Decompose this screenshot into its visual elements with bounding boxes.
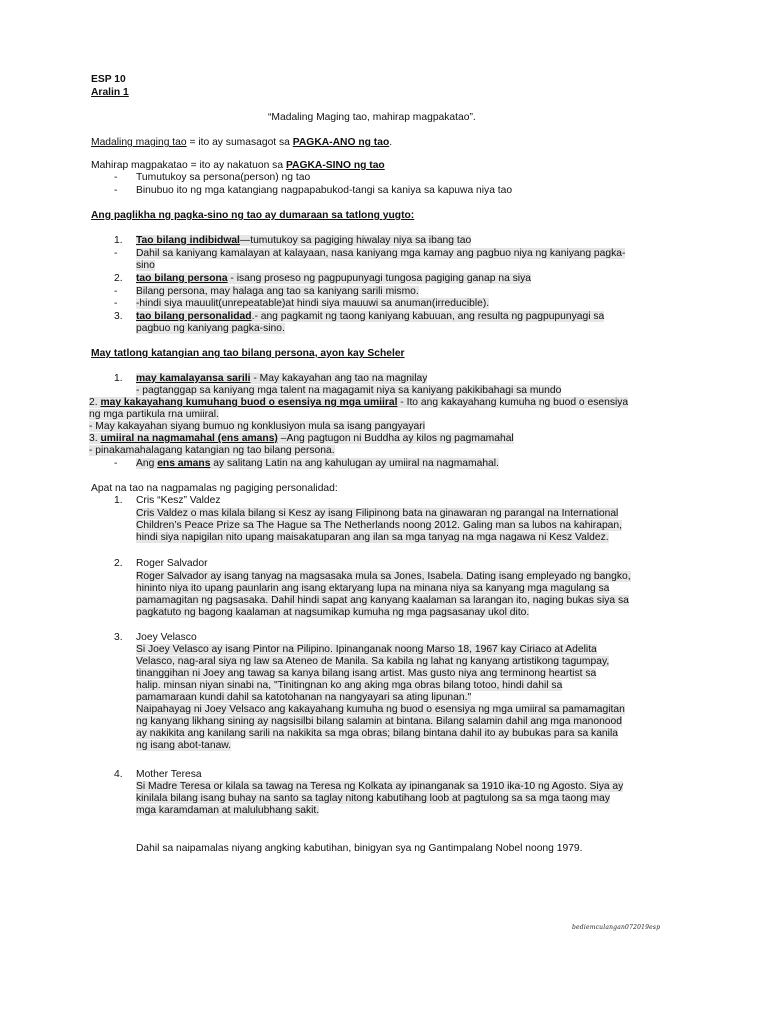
person-2-name: Roger Salvador [136, 558, 208, 569]
list-number: 2. [114, 273, 123, 284]
person-3-text: tinanggihan ni Joey ang tawag sa kanya bilang isang artist. Mas gusto niya ang terminong heartist sa [136, 668, 597, 679]
person-3-text: ay nakikita ang kanilang sarili na nakikita sa mga obras; bilang bintana dahil ito ay bubukas para sa kanila [136, 728, 618, 739]
person-3-text: pamamaraan kundi dahil sa katotohanan na nangyayari sa ating lipunan." [136, 692, 472, 703]
yugto-step-2-title: tao bilang persona [136, 273, 228, 284]
ens-amans-term: ens amans [157, 458, 211, 469]
yugto-step-3-cont: pagbuo ng kaniyang pagka-sino. [136, 323, 285, 334]
lesson-title: Aralin 1 [91, 87, 129, 98]
yugto-step-3-rest: .- ang pagkamit ng taong kaniyang kabuuan, ang resulta ng pagpupunyagi sa [251, 311, 605, 322]
person-1-text: hindi siya napigilan nito upang maisakatuparan ang ilan sa mga tanyag na mga nagawa ni Kesz Valdez. [136, 532, 609, 543]
person-2-text: hininto niya ito upang paunlarin ang isang ektaryang lupa na minana niya sa kanyang mga magulang sa [136, 583, 610, 594]
list-number: 2. [114, 558, 123, 569]
yugto-step-3 [136, 311, 604, 323]
yugto-step-1-title: Tao bilang indibidwal [136, 235, 240, 246]
quote-title: “Madaling Maging tao, mahirap magpakatao”. [268, 112, 476, 123]
scheler-heading: May tatlong katangian ang tao bilang persona, ayon kay Scheler [91, 348, 405, 359]
list-number: 1. [114, 373, 123, 384]
katangian-3-number: 3. [89, 433, 101, 444]
katangian-3 [89, 433, 514, 445]
mahirap-key: PAGKA-SINO ng tao [285, 160, 385, 171]
mahirap-term: Mahirap magpakatao [91, 160, 188, 171]
dash-bullet: - [114, 286, 118, 297]
yugto-step-1-note-cont: sino [136, 260, 155, 271]
yugto-step-2-note: -hindi siya mauulit(unrepeatable)at hindi siya mauuwi sa anuman(irreducible). [136, 298, 490, 309]
ens-amans-definition: Ang ens amans ay salitang Latin na ang kahulugan ay umiiral na nagmamahal. [136, 458, 499, 469]
person-4-name: Mother Teresa [136, 769, 202, 780]
person-1-text: Children’s Peace Prize sa The Hague sa The Netherlands noong 2012. Galing man sa lubos na kahirapan, [136, 520, 622, 531]
person-3-text: ng isang abot-tanaw. [136, 740, 232, 751]
katangian-3-title: umiiral na nagmamahal (ens amans) [100, 433, 278, 444]
madaling-mid: = ito ay sumasagot sa [186, 137, 293, 148]
person-3-text: ng kanyang likhang sining ay nagsisilbi bilang salamin at bintana. Bilang salamin dahil ang mga manonood [136, 716, 622, 727]
person-2-text: Roger Salvador ay isang tanyag na magsasaka mula sa Jones, Isabela. Dating isang empleyado ng bangko, [136, 571, 631, 582]
person-1-name: Cris “Kesz” Valdez [136, 495, 221, 506]
yugto-step-1-note: Dahil sa kaniyang kamalayan at kalayaan, nasa kaniyang mga kamay ang pagbuo niya ng kaniyang pagka- [136, 248, 626, 259]
list-number: 3. [114, 311, 123, 322]
yugto-step-1-rest: —tumutukoy sa pagiging hiwalay niya sa ibang tao [239, 235, 472, 246]
dash-bullet: - [114, 248, 118, 259]
person-4-text: mga karamdaman at malulubhang sakit. [136, 805, 320, 816]
katangian-3-note: - pinakamahalagang katangian ng tao bilang persona. [89, 445, 335, 456]
katangian-1 [136, 373, 427, 385]
katangian-1-rest: - May kakayahan ang tao na magnilay [250, 373, 428, 384]
dash-bullet: - [114, 185, 118, 196]
madaling-end: . [389, 137, 393, 148]
madaling-key: PAGKA-ANO ng tao [292, 137, 390, 148]
dash-bullet: - [114, 172, 118, 183]
closing-statement: Dahil sa naipamalas niyang angking kabutihan, binigyan sya ng Gantimpalang Nobel noong 1979. [136, 843, 583, 854]
madaling-definition [91, 137, 392, 149]
katangian-2-note: - May kakayahan siyang bumuo ng konklusiyon mula sa isang pangyayari [89, 421, 425, 432]
mahirap-point: Tumutukoy sa persona(person) ng tao [136, 172, 311, 183]
person-3-text: Naipahayag ni Joey Velsaco ang kakayahang kumuha ng buod o esensiya ng mga umiiral sa pamamagitan [136, 704, 625, 715]
katangian-3-rest: –Ang pagtugon ni Buddha ay kilos ng pagmamahal [277, 433, 514, 444]
author-signature: bediemculangan072019esp [572, 924, 661, 931]
person-4-text: kinilala bilang isang buhay na santo sa taglay nitong kabutihang loob at pagtulong sa sa mga taong may [136, 793, 610, 804]
person-2-text: pagkatuto ng bagong kaalaman at nagsumikap kumuha ng mga pagsasanay ukol dito. [136, 607, 530, 618]
katangian-2 [89, 397, 628, 409]
person-3-text: halip. minsan niyan sinabi na, "Tinitingnan ko ang aking mga obras bilang totoo, hindi dahil sa [136, 680, 563, 691]
yugto-step-2 [136, 273, 531, 285]
katangian-1-title: may kamalayansa sarili [136, 373, 251, 384]
yugto-step-2-note: Bilang persona, may halaga ang tao sa kaniyang sarili mismo. [136, 286, 419, 297]
dash-bullet: - [114, 458, 118, 469]
apat-heading: Apat na tao na nagpamalas ng pagiging personalidad: [91, 483, 338, 494]
person-1-text: Cris Valdez o mas kilala bilang si Kesz ay isang Filipinong bata na ginawaran ng parangal na International [136, 508, 619, 519]
mahirap-point: Binubuo ito ng mga katangiang nagpapabukod-tangi sa kaniya sa kapuwa niya tao [136, 185, 513, 196]
katangian-1-sub: - pagtanggap sa kaniyang mga talent na magagamit niya sa kaniyang pakikibahagi sa mundo [136, 385, 562, 396]
person-4-text: Si Madre Teresa or kilala sa tawag na Teresa ng Kolkata ay ipinanganak sa 1910 ika-10 ng Agosto. Siya ay [136, 781, 624, 792]
yugto-heading: Ang paglikha ng pagka-sino ng tao ay dumaraan sa tatlong yugto: [91, 210, 415, 221]
person-2-text: pamamagitan ng pagsasaka. Dahil hindi sapat ang kanyang kaalaman sa larangan ito, naging bukas siya sa [136, 595, 629, 606]
dash-bullet: - [114, 298, 118, 309]
person-3-text: Si Joey Velasco ay isang Pintor na Pilipino. Ipinanganak noong Marso 18, 1967 kay Ciriaco at Adelita [136, 644, 597, 655]
yugto-step-1 [136, 235, 471, 247]
person-3-name: Joey Velasco [136, 632, 197, 643]
madaling-term: Madaling maging tao [91, 137, 187, 148]
list-number: 1. [114, 495, 123, 506]
yugto-step-3-title: tao bilang personalidad [136, 311, 252, 322]
list-number: 1. [114, 235, 123, 246]
mahirap-definition [91, 160, 385, 172]
katangian-2-title: may kakayahang kumuhang buod o esensiya ng mga umiiral [100, 397, 398, 408]
yugto-step-2-rest: - isang proseso ng pagpupunyagi tungosa pagiging ganap na siya [227, 273, 531, 284]
list-number: 4. [114, 769, 123, 780]
list-number: 3. [114, 632, 123, 643]
katangian-2-number: 2. [89, 397, 101, 408]
katangian-2-rest: - Ito ang kakayahang kumuha ng buod o esensiya [397, 397, 629, 408]
mahirap-mid: = ito ay nakatuon sa [187, 160, 286, 171]
course-code: ESP 10 [91, 74, 126, 85]
katangian-2-cont: ng mga partikula rna umiiral. [89, 409, 219, 420]
person-3-text: Velasco, nag-aral siya ng law sa Ateneo de Manila. Sa kabila ng lahat ng kanyang artistikong tagumpay, [136, 656, 610, 667]
